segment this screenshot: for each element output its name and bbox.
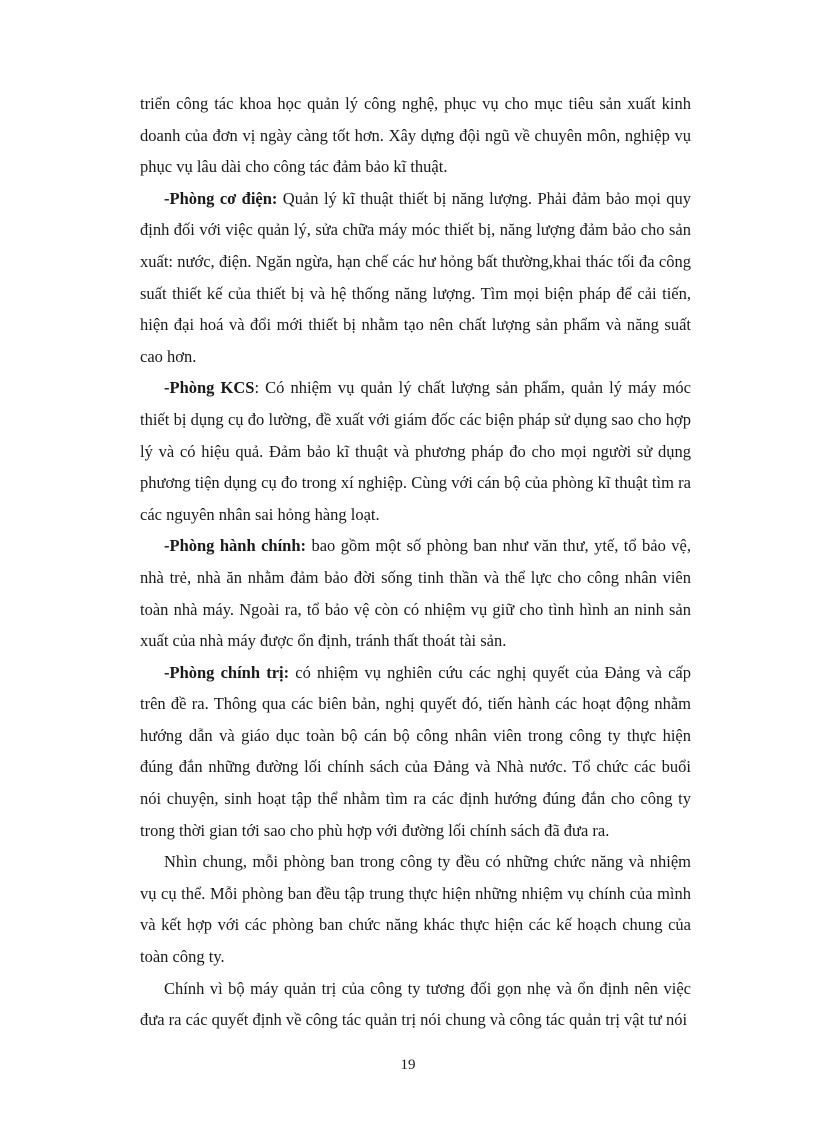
paragraph-phong-co-dien [140, 183, 691, 373]
paragraph-conclusion [140, 973, 691, 1036]
paragraph-text: có nhiệm vụ nghiên cứu các nghị quyết của Đảng và cấp trên đề ra. Thông qua các biên bản, nghị quyết đó, tiến hành các hoạt động nhằm hướng dẫn và giáo dục toàn bộ cán bộ công nhân viên trong công ty thực hiện đúng đắn những đường lối chính sách của Đảng và Nhà nước. Tổ chức các buổi nói chuyện, sinh hoạt tập thể nhằm tìm ra các định hướng đúng đắn cho công ty trong thời gian tới sao cho phù hợp với đường lối chính sách đã đưa ra. [140, 662, 691, 840]
paragraph-phong-chinh-tri [140, 657, 691, 847]
term-phong-chinh-tri: -Phòng chính trị: [164, 662, 290, 682]
paragraph-text: bao gồm một số phòng ban như văn thư, ytế, tổ bảo vệ, nhà trẻ, nhà ăn nhằm đảm bảo đời sống tinh thần và thể lực cho công nhân viên toàn nhà máy. Ngoài ra, tổ bảo vệ còn có nhiệm vụ giữ cho tình hình an ninh sản xuất của nhà máy được ổn định, tránh thất thoát tài sản. [140, 536, 692, 651]
body-text [140, 88, 691, 1036]
term-phong-hanh-chinh: -Phòng hành chính: [164, 536, 307, 556]
page-number: 19 [400, 1057, 416, 1073]
paragraph-text: Quản lý kĩ thuật thiết bị năng lượng. Phải đảm bảo mọi quy định đối với việc quản lý, sửa chữa máy móc thiết bị, năng lượng đảm bảo cho sản xuất: nước, điện. Ngăn ngừa, hạn chế các hư hỏng bất thường,khai thác tối đa công suất thiết kế của thiết bị và hệ thống năng lượng. Tìm mọi biện pháp để cải tiến, hiện đại hoá và đổi mới thiết bị nhằm tạo nên chất lượng sản phẩm và năng suất cao hơn. [140, 188, 691, 366]
paragraph-text: triển công tác khoa học quản lý công nghệ, phục vụ cho mục tiêu sản xuất kinh doanh của đơn vị ngày càng tốt hơn. Xây dựng đội ngũ về chuyên môn, nghiệp vụ phục vụ lâu dài cho công tác đảm bảo kĩ thuật. [140, 94, 691, 177]
paragraph-text: : Có nhiệm vụ quản lý chất lượng sản phẩm, quản lý máy móc thiết bị dụng cụ đo lường, đề xuất với giám đốc các biện pháp sử dụng sao cho hợp lý và có hiệu quả. Đảm bảo kĩ thuật và phương pháp đo cho mọi người sử dụng phương tiện dụng cụ đo trong xí nghiệp. Cùng với cán bộ của phòng kĩ thuật tìm ra các nguyên nhân sai hỏng hàng loạt. [140, 378, 691, 524]
term-phong-kcs: -Phòng KCS [164, 378, 255, 398]
term-phong-co-dien: -Phòng cơ điện: [164, 188, 278, 208]
paragraph-text: Chính vì bộ máy quản trị của công ty tương đối gọn nhẹ và ổn định nên việc đưa ra các quyết định về công tác quản trị nói chung và công tác quản trị vật tư nói [140, 978, 691, 1030]
paragraph-text: Nhìn chung, mỗi phòng ban trong công ty đều có những chức năng và nhiệm vụ cụ thể. Mỗi phòng ban đều tập trung thực hiện những nhiệm vụ chính của mình và kết hợp với các phòng ban chức năng khác thực hiện các kế hoạch chung của toàn công ty. [140, 852, 691, 967]
paragraph-phong-kcs [140, 372, 691, 530]
paragraph-phong-hanh-chinh [140, 530, 691, 656]
paragraph-summary [140, 846, 691, 972]
paragraph-intro-continuation [140, 88, 691, 183]
